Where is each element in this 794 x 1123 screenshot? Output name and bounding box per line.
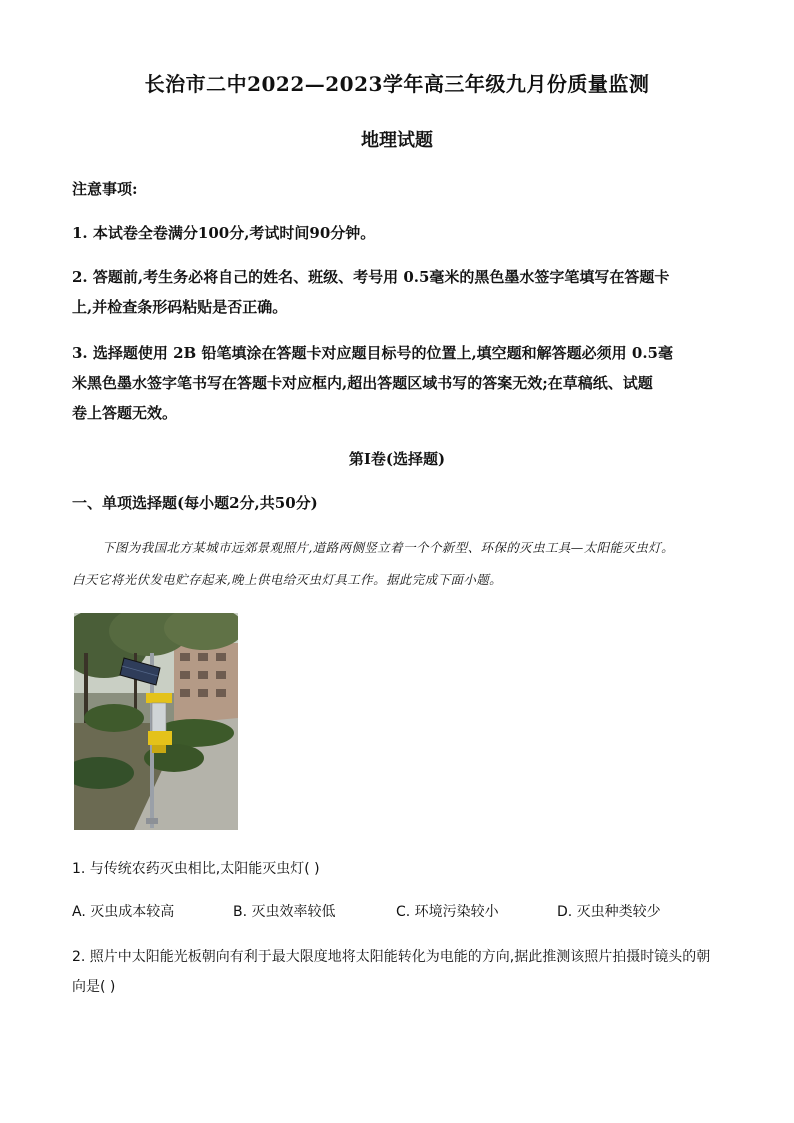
- q1-option-d: D. 灭虫种类较少: [557, 904, 661, 920]
- solar-lamp-photo: [74, 613, 238, 830]
- notice-item-3-line-3: 卷上答题无效。: [72, 404, 178, 422]
- section-title: 第Ⅰ卷(选择题): [348, 450, 446, 468]
- question-1-stem: 1. 与传统农药灭虫相比,太阳能灭虫灯( ): [72, 861, 320, 877]
- exam-title: 长治市二中2022—2023学年高三年级九月份质量监测: [144, 72, 650, 96]
- intro-line-2: 白天它将光伏发电贮存起来,晚上供电给灭虫灯具工作。据此完成下面小题。: [72, 572, 503, 587]
- part-heading: 一、单项选择题(每小题2分,共50分): [72, 494, 318, 512]
- notice-heading: 注意事项:: [72, 180, 138, 198]
- q1-option-a: A. 灭虫成本较高: [72, 904, 175, 920]
- notice-item-3-line-1: 3. 选择题使用 2B 铅笔填涂在答题卡对应题目标号的位置上,填空题和解答题必须用 0.5毫: [72, 344, 673, 362]
- notice-item-2-line-1: 2. 答题前,考生务必将自己的姓名、班级、考号用 0.5毫米的黑色墨水签字笔填写在答题卡: [72, 268, 670, 286]
- question-2-stem-line-2: 向是( ): [72, 979, 116, 995]
- notice-item-1: 1. 本试卷全卷满分100分,考试时间90分钟。: [72, 224, 376, 242]
- intro-line-1: 下图为我国北方某城市远郊景观照片,道路两侧竖立着一个个新型、环保的灭虫工具—太阳能灭虫灯。: [102, 540, 674, 555]
- notice-item-3-line-2: 米黑色墨水签字笔书写在答题卡对应框内,超出答题区域书写的答案无效;在草稿纸、试题: [72, 374, 653, 392]
- exam-subtitle: 地理试题: [361, 130, 433, 151]
- notice-item-2-line-2: 上,并检查条形码粘贴是否正确。: [72, 298, 288, 316]
- question-2-stem-line-1: 2. 照片中太阳能光板朝向有利于最大限度地将太阳能转化为电能的方向,据此推测该照片拍摄时镜头的朝: [72, 949, 711, 965]
- q1-option-c: C. 环境污染较小: [396, 904, 499, 920]
- q1-option-b: B. 灭虫效率较低: [233, 904, 336, 920]
